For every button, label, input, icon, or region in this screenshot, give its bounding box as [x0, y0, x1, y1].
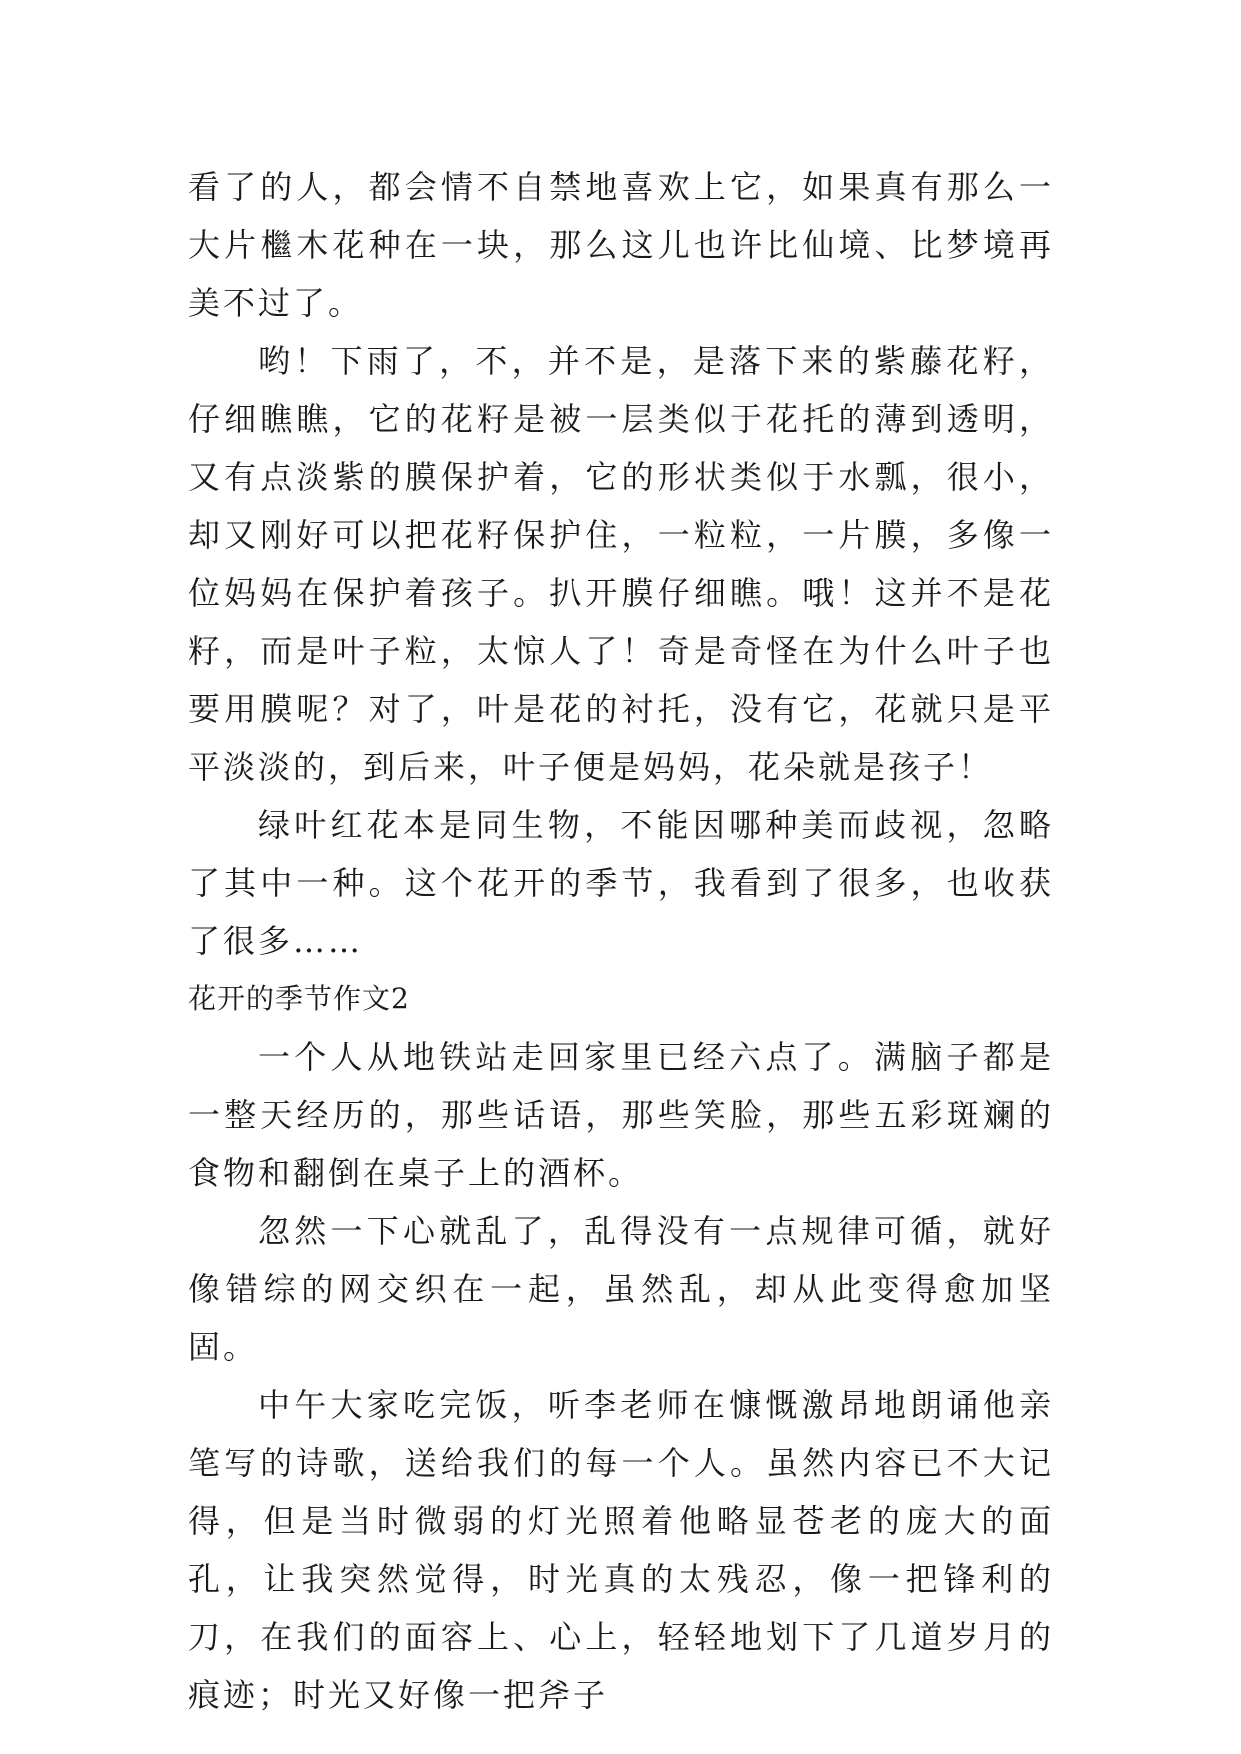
paragraph-5: 忽然一下心就乱了，乱得没有一点规律可循，就好像错综的网交织在一起，虽然乱，却从此变得愈加坚固。 — [188, 1212, 1054, 1366]
document-body — [188, 158, 1054, 1724]
paragraph-2: 哟！下雨了，不，并不是，是落下来的紫藤花籽，仔细瞧瞧，它的花籽是被一层类似于花托的薄到透明，又有点淡紫的膜保护着，它的形状类似于水瓢，很小，却又刚好可以把花籽保护住，一粒粒，一片膜，多像一位妈妈在保护着孩子。扒开膜仔细瞧。哦！这并不是花籽，而是叶子粒，太惊人了！奇是奇怪在为什么叶子也要用膜呢？对了，叶是花的衬托，没有它，花就只是平平淡淡的，到后来，叶子便是妈妈，花朵就是孩子！ — [188, 342, 1054, 786]
paragraph-1: 看了的人，都会情不自禁地喜欢上它，如果真有那么一大片檵木花种在一块，那么这儿也许比仙境、比梦境再美不过了。 — [188, 168, 1054, 322]
paragraph-4: 一个人从地铁站走回家里已经六点了。满脑子都是一整天经历的，那些话语，那些笑脸，那些五彩斑斓的食物和翻倒在桌子上的酒杯。 — [188, 1038, 1054, 1192]
section-heading: 花开的季节作文2 — [188, 982, 410, 1015]
paragraph-3: 绿叶红花本是同生物，不能因哪种美而歧视，忽略了其中一种。这个花开的季节，我看到了很多，也收获了很多…… — [188, 806, 1054, 960]
paragraph-6: 中午大家吃完饭，听李老师在慷慨激昂地朗诵他亲笔写的诗歌，送给我们的每一个人。虽然内容已不大记得，但是当时微弱的灯光照着他略显苍老的庞大的面孔，让我突然觉得，时光真的太残忍，像一把锋利的刀，在我们的面容上、心上，轻轻地划下了几道岁月的痕迹；时光又好像一把斧子 — [188, 1386, 1054, 1714]
